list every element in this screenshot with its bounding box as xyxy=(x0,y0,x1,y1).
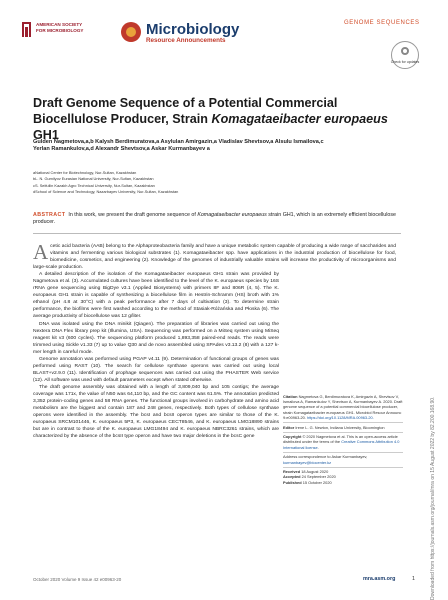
doi-link[interactable]: https://doi.org/10.1128/MRA.00963-20. xyxy=(307,414,374,420)
asm-logo-text: AMERICAN SOCIETY FOR MICROBIOLOGY xyxy=(36,22,84,33)
abstract-label: ABSTRACT xyxy=(33,212,66,218)
divider xyxy=(33,233,401,234)
divider xyxy=(283,422,403,423)
paragraph: A detailed description of the isolation of the Komagataeibacter europaeus GH1 strain was provided by Nagmetova et al. (3). Accumulated cultures have been identified to the level of the K. europaeus species by 16S rRNA gene sequencing using BigDye v3.1 (Applied Biosystems) with primers 8F and 806R (4, 5). The K. europaeus GH1 strain is capable of synthesizing a biocellulose film in Hestrin-Schramm (HS) broth with 1% ethanol (pH 4.8 at 30°C) with a peak performance after 7 days of cultivation (3). To determine strain performance, the biofilms were first washed according to the method of Stasiak-Różańska and Płoska (6). The average productivity of biocellulose was 12 g/liter. xyxy=(33,272,279,320)
section-label: GENOME SEQUENCES xyxy=(344,20,420,26)
editor-block: Editor Irene L. G. Newton, Indiana University, Bloomington xyxy=(283,424,385,430)
article-title: Draft Genome Sequence of a Potential Commercial Biocellulose Producer, Strain Komagataeibacter europaeus GH1 xyxy=(33,96,388,142)
paragraph: Acetic acid bacteria (AAB) belong to the Alphaproteobacteria family and have a unique metabolic system capable of producing a wide range of saccharides and vitamins and fermenting various biological substrates (1). Komagataeibacter spp. have applications in the industrial production of biocellulose for food, biomedicine, cosmetics, and engineering (2). Knowledge of the genomes of industrially valuable strains will increase the productivity of microorganisms and large-scale production. xyxy=(33,240,396,271)
divider xyxy=(283,432,403,433)
correspondence-block: Address correspondence to Askar Kurmanbayev, kurmanbayev@biocenter.kz xyxy=(283,454,368,465)
journal-subtitle: Resource Announcements xyxy=(146,37,226,44)
affiliations xyxy=(33,170,393,195)
accepted-date: 24 September 2020 xyxy=(301,474,336,480)
check-updates-icon xyxy=(401,47,409,55)
asm-logo-icon xyxy=(22,22,31,37)
license-link[interactable]: Creative Commons Attribution 4.0 International license xyxy=(283,439,400,450)
check-updates-label: Check for updates xyxy=(390,60,420,64)
divider xyxy=(283,467,403,468)
download-notice: Downloaded from https://journals.asm.org/journal/mra on 15 August 2022 by 82.200.168.90. xyxy=(430,396,436,600)
affiliation: dSchool of Science and Technology, Nazarbayev University, Nur-Sultan, Kazakhstan xyxy=(33,188,179,194)
page-number: 1 xyxy=(412,576,415,582)
affiliation: cS. Seifullin Kazakh Agro Technical University, Nur-Sultan, Kazakhstan xyxy=(33,182,155,188)
affiliation: aNational Center for Biotechnology, Nur-Sultan, Kazakhstan xyxy=(33,170,137,175)
affiliation: bL. N. Gumilyov Eurasian National University, Nur-Sultan, Kazakhstan xyxy=(33,176,154,182)
received-date: 18 August 2020 xyxy=(301,469,329,475)
check-updates-badge[interactable] xyxy=(391,41,419,69)
published-date: 15 October 2020 xyxy=(302,479,332,485)
author-list xyxy=(33,139,403,154)
journal-title[interactable]: Microbiology xyxy=(146,21,240,38)
author-line: Yerlan Ramankulov,a,d Alexandr Shevtsov,a Askar Kurmanbayev a xyxy=(33,146,210,153)
author-line: Gulden Nagmetova,a,b Kalysh Berdimuratova,a Asylulan Amirgazin,a Vladislav Shevtsov,a Alsulu Ismailova,c xyxy=(33,139,324,145)
copyright-block: Copyright © 2020 Nagmetova et al. This is an open-access article distributed under the terms of the Creative Commons Attribution 4.0 International license. xyxy=(283,434,400,450)
email-link[interactable]: kurmanbayev@biocenter.kz xyxy=(283,459,332,465)
journal-url[interactable]: mra.asm.org xyxy=(363,576,396,582)
dates-block: Received 18 August 2020 Accepted 24 September 2020 Published 15 October 2020 xyxy=(283,469,336,485)
citation-block: Citation Nagmetova G, Berdimuratova K, Amirgazin A, Shevtsov V, Ismailova A, Ramankulov Y, Shevtsov A, Kurmanbayev A. 2020. Draft genome sequence of a potential commercial biocellulose producer, strain Komagataeibacter europaeus GH1. Microbiol Resour Announc 9:e00963-20. https://doi.org/10.1128/MRA.00963-20. xyxy=(283,394,403,420)
drop-cap: A xyxy=(33,240,49,264)
paragraph: DNA was isolated using the DNA minikit (Qiagen). The preparation of libraries was carried out using the Nextera DNA Flex library prep kit (Illumina, USA). Sequencing was performed on a MiSeq system using MiSeq reagent kit v3 (600 cycles). The sequencing platform produced 1,893,358 paired-end reads. The reads were trimmed using Sickle v1.33 (7) up to value Q30 and de novo assembled using SPAdes v3.13.2 (8) with a 127 k-mer length in careful mode. xyxy=(33,321,279,355)
paragraph: The draft genome assembly was obtained with a length of 3,809,040 bp and 105 contigs; the average coverage was 171x, the value of N50 was 64,110 bp, and the GC content was 61.5%. The annotation predicted 3,352 protein-coding genes and 58 RNA genes. The functional groups involved in carbohydrate and amino acid metabolism are the biggest and contain 187 and 248 genes, respectively. Both types of cellulose synthase operons were identified in the assembly. The bcsI and bcsII operon types are similar to those of the K. europaeus SRCM101446, K. europaeus 5P3, K. europaeus CECT8546, and K. europaeus LMG18890 strains but are in contrast to those of the K. europaeus LMG18494 and K. europaeus NBRC3261 strains, which are characterized by the absence of the bcsII type operon and have two major deletions in the bcsC gene xyxy=(33,384,279,440)
abstract: ABSTRACT In this work, we present the draft genome sequence of Komagataeibacter europaeus strain GH1, which is an extremely efficient biocellulose producer. xyxy=(33,212,396,226)
issue-info: October 2020 Volume 9 Issue 42 e00963-20 xyxy=(33,577,122,582)
article-info-sidebar xyxy=(283,394,403,487)
journal-logo-icon xyxy=(121,22,141,42)
divider xyxy=(283,452,403,453)
paragraph: Genome annotation was performed using PGAP v4.11 (9). Determination of functional groups of genes was performed using RAST (10). The search for cellulose synthase operons was carried out using local BLAST+v2.9.0 (11). Identification of prophage sequences was carried out using the PHASTER Web service (12). All software was used with default parameters except when stated otherwise. xyxy=(33,356,279,383)
